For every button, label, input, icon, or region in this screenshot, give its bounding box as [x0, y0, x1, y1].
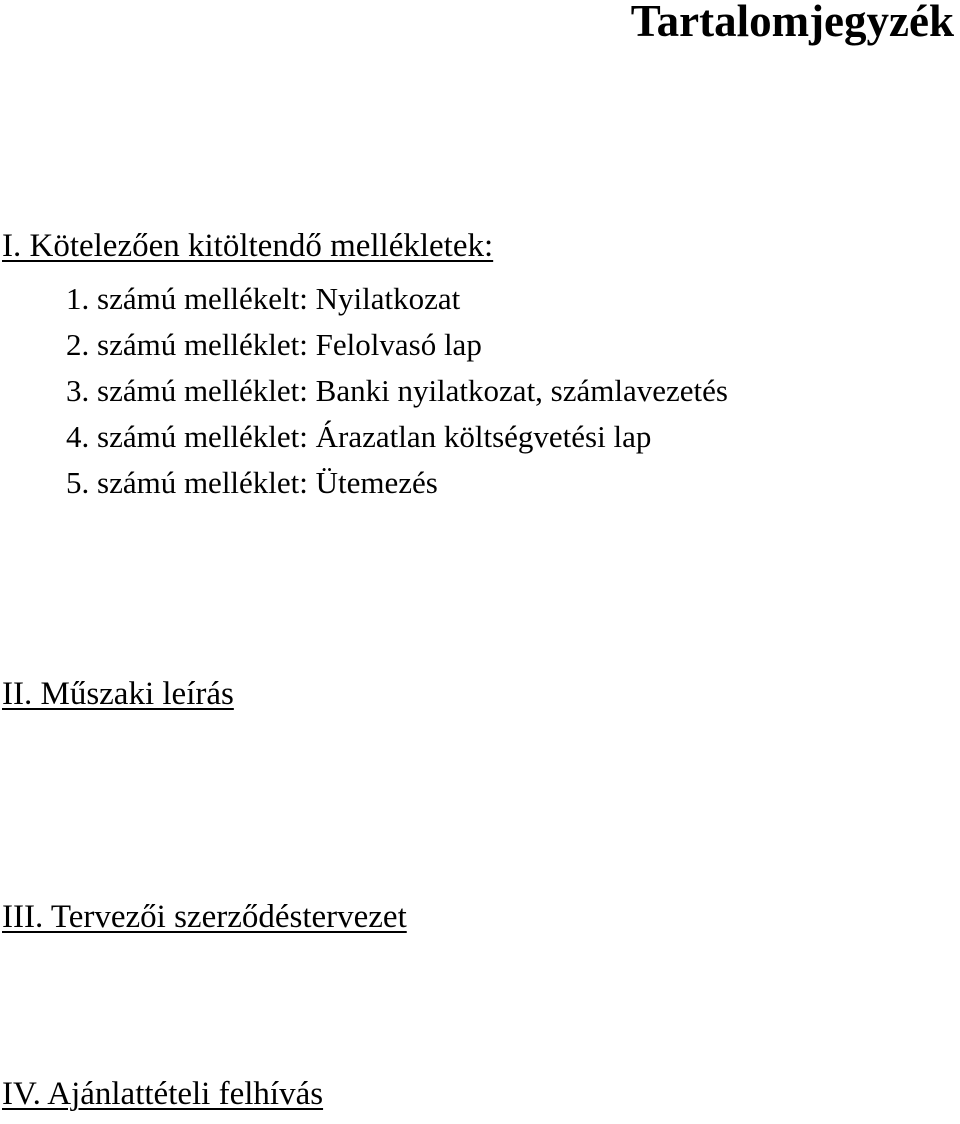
page-title: Tartalomjegyzék: [630, 0, 954, 46]
list-item: 2. számú melléklet: Felolvasó lap: [66, 327, 482, 362]
section-heading-contract-draft: III. Tervezői szerződéstervezet: [2, 899, 407, 935]
list-item: 3. számú melléklet: Banki nyilatkozat, számlavezetés: [66, 373, 728, 408]
list-item: 5. számú melléklet: Ütemezés: [66, 465, 438, 500]
list-item: 4. számú melléklet: Árazatlan költségvetési lap: [66, 419, 652, 454]
section-heading-invitation-to-tender: IV. Ajánlattételi felhívás: [2, 1076, 324, 1112]
section-heading-mandatory-attachments: I. Kötelezően kitöltendő mellékletek:: [2, 228, 494, 264]
attachment-list: [66, 276, 728, 506]
section-heading-technical-description: II. Műszaki leírás: [2, 676, 234, 712]
list-item: 1. számú mellékelt: Nyilatkozat: [66, 281, 461, 316]
